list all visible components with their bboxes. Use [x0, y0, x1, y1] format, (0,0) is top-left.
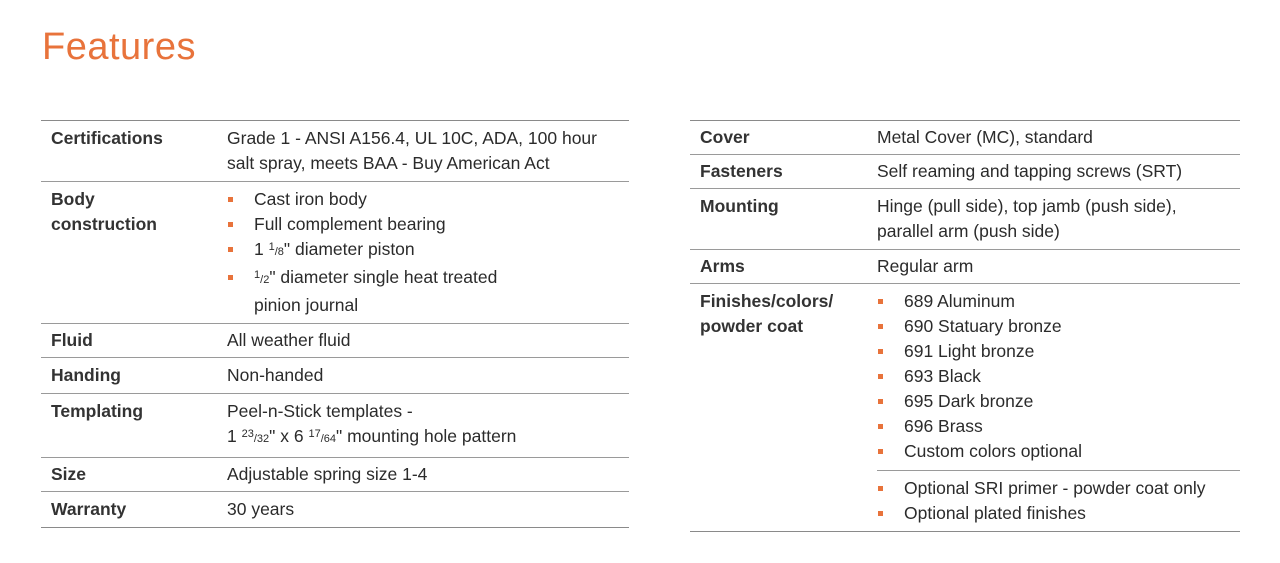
- bullet-square-icon: [228, 222, 233, 227]
- finishes-label-line2: powder coat: [700, 316, 804, 336]
- features-table-left: [41, 120, 629, 528]
- list-item: [877, 414, 1240, 439]
- row-templating: [41, 394, 629, 458]
- fraction-whole: 1: [227, 426, 237, 446]
- row-size: [41, 458, 629, 492]
- bullet-square-icon: [878, 511, 883, 516]
- value-finishes: [877, 284, 1240, 532]
- item-text: Optional plated finishes: [904, 503, 1086, 523]
- list-item: [877, 289, 1240, 314]
- list-item: [877, 339, 1240, 364]
- label-fluid: Fluid: [41, 324, 227, 358]
- finishes-list: [877, 289, 1240, 464]
- templating-rest: " mounting hole pattern: [336, 426, 517, 446]
- row-certifications: [41, 121, 629, 182]
- item-text: 690 Statuary bronze: [904, 316, 1062, 336]
- bullet-square-icon: [228, 275, 233, 280]
- bullet-square-icon: [878, 349, 883, 354]
- item-text: 695 Dark bronze: [904, 391, 1034, 411]
- bullet-square-icon: [878, 324, 883, 329]
- finishes-extra-list: [877, 476, 1240, 526]
- item-text-line2: pinion journal: [254, 295, 359, 315]
- item-text: " diameter single heat treated: [269, 267, 498, 287]
- fraction-numerator: 1: [254, 269, 261, 281]
- templating-line1: Peel-n-Stick templates -: [227, 401, 413, 421]
- label-body-construction: [41, 182, 227, 324]
- list-item: [877, 389, 1240, 414]
- item-text: Optional SRI primer - powder coat only: [904, 478, 1206, 498]
- list-item: [877, 439, 1240, 464]
- row-finishes: [690, 284, 1240, 532]
- row-arms: [690, 250, 1240, 284]
- label-fasteners: Fasteners: [690, 155, 877, 189]
- label-cover: Cover: [690, 121, 877, 155]
- row-fluid: [41, 324, 629, 358]
- fraction-denominator: 8: [277, 246, 284, 258]
- label-certifications: Certifications: [41, 121, 227, 182]
- label-finishes: [690, 284, 877, 532]
- list-item: [877, 476, 1240, 501]
- bullet-square-icon: [228, 247, 233, 252]
- item-text: 696 Brass: [904, 416, 983, 436]
- value-fluid: All weather fluid: [227, 324, 629, 358]
- finishes-label-line1: Finishes/colors/: [700, 291, 834, 311]
- features-table-right: [690, 120, 1240, 532]
- page-title: Features: [42, 26, 196, 68]
- item-text: Custom colors optional: [904, 441, 1082, 461]
- body-construction-label-line2: construction: [51, 214, 157, 234]
- fraction-numerator: 23: [241, 428, 254, 440]
- value-fasteners: Self reaming and tapping screws (SRT): [877, 155, 1240, 189]
- value-body-construction: [227, 182, 629, 324]
- label-templating: Templating: [41, 394, 227, 458]
- value-cover: Metal Cover (MC), standard: [877, 121, 1240, 155]
- label-mounting: Mounting: [690, 189, 877, 250]
- label-size: Size: [41, 458, 227, 492]
- bullet-square-icon: [878, 399, 883, 404]
- list-item: [227, 187, 629, 212]
- item-text: Cast iron body: [254, 189, 367, 209]
- body-construction-list: [227, 187, 629, 318]
- fraction-denominator: 64: [323, 433, 337, 445]
- value-handing: Non-handed: [227, 358, 629, 394]
- row-fasteners: [690, 155, 1240, 189]
- bullet-square-icon: [878, 449, 883, 454]
- fraction-whole: 1: [254, 239, 264, 259]
- item-text: Full complement bearing: [254, 214, 446, 234]
- row-cover: [690, 121, 1240, 155]
- finishes-divider: [877, 470, 1240, 471]
- bullet-square-icon: [878, 374, 883, 379]
- label-handing: Handing: [41, 358, 227, 394]
- value-arms: Regular arm: [877, 250, 1240, 284]
- item-text: 693 Black: [904, 366, 981, 386]
- row-warranty: [41, 492, 629, 528]
- bullet-square-icon: [878, 486, 883, 491]
- templating-mid: " x 6: [269, 426, 304, 446]
- certifications-line1: Grade 1 - ANSI A156.4, UL 10C, ADA, 100 hour: [227, 128, 597, 148]
- bullet-square-icon: [228, 197, 233, 202]
- certifications-line2: salt spray, meets BAA - Buy American Act: [227, 153, 550, 173]
- body-construction-label-line1: Body: [51, 189, 95, 209]
- value-certifications: [227, 121, 629, 182]
- item-text: 691 Light bronze: [904, 341, 1035, 361]
- value-mounting: [877, 189, 1240, 250]
- mounting-line1: Hinge (pull side), top jamb (push side),: [877, 196, 1177, 216]
- item-text: " diameter piston: [283, 239, 415, 259]
- templating-line2: 1 $^{23}$/32" x 6 $^{17}$/64" mounting hole pattern: [227, 426, 517, 446]
- fraction-denominator: 32: [256, 433, 270, 445]
- bullet-square-icon: [878, 299, 883, 304]
- row-mounting: [690, 189, 1240, 250]
- label-warranty: Warranty: [41, 492, 227, 528]
- row-handing: [41, 358, 629, 394]
- value-templating: [227, 394, 629, 458]
- bullet-square-icon: [878, 424, 883, 429]
- list-item: 1 $^1$/8" diameter piston: [227, 237, 629, 265]
- row-body-construction: [41, 182, 629, 324]
- label-arms: Arms: [690, 250, 877, 284]
- list-item: [227, 212, 629, 237]
- list-item: $^1$/2" diameter single heat treated pinion journal: [227, 265, 629, 318]
- fraction-numerator: 1: [268, 241, 275, 253]
- value-size: Adjustable spring size 1-4: [227, 458, 629, 492]
- list-item: [877, 314, 1240, 339]
- value-warranty: 30 years: [227, 492, 629, 528]
- list-item: [877, 364, 1240, 389]
- mounting-line2: parallel arm (push side): [877, 221, 1060, 241]
- item-text: 689 Aluminum: [904, 291, 1015, 311]
- fraction-denominator: 2: [263, 274, 270, 286]
- fraction-numerator: 17: [308, 428, 321, 440]
- list-item: [877, 501, 1240, 526]
